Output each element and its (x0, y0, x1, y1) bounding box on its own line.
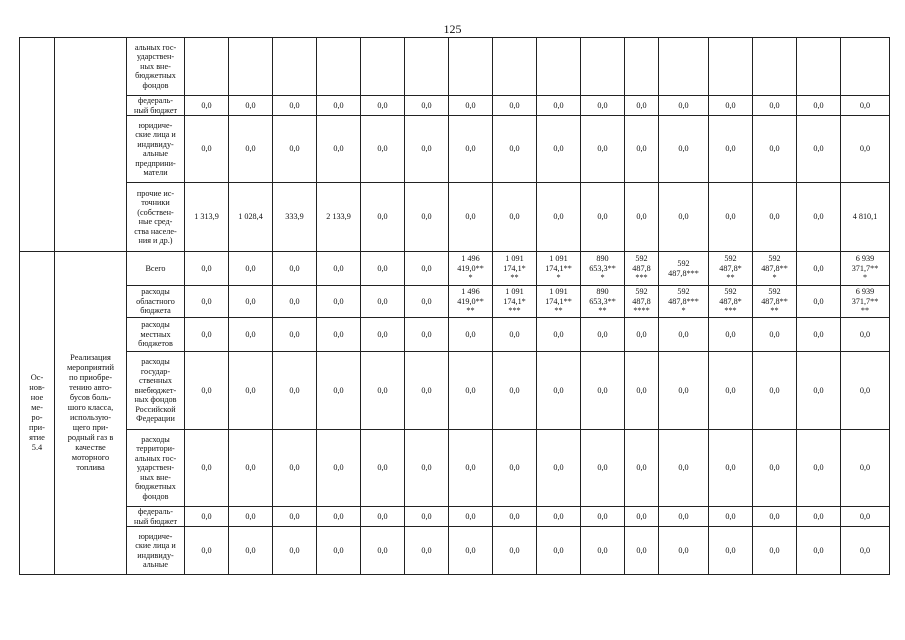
amount-cell: 0,0 (709, 430, 753, 507)
amount-cell: 0,0 (709, 116, 753, 183)
amount-cell: 0,0 (361, 507, 405, 527)
table-row (20, 252, 890, 286)
amount-cell: 0,0 (229, 252, 273, 286)
amount-cell: 0,0 (449, 96, 493, 116)
amount-cell: 0,0 (581, 352, 625, 430)
amount-cell: 0,0 (625, 352, 659, 430)
amount-cell: 0,0 (273, 352, 317, 430)
funding-source-cell: расходы областного бюджета (127, 286, 185, 318)
amount-cell: 0,0 (753, 527, 797, 575)
amount-cell (317, 38, 361, 96)
amount-cell: 0,0 (449, 507, 493, 527)
amount-cell: 0,0 (229, 507, 273, 527)
table-row (20, 183, 890, 252)
amount-cell: 4 810,1 (841, 183, 890, 252)
amount-cell: 0,0 (659, 527, 709, 575)
amount-cell (273, 38, 317, 96)
amount-cell: 0,0 (229, 116, 273, 183)
amount-cell: 0,0 (273, 286, 317, 318)
amount-cell (659, 38, 709, 96)
amount-cell: 0,0 (537, 116, 581, 183)
amount-cell: 592 487,8** ** (753, 286, 797, 318)
amount-cell: 0,0 (753, 507, 797, 527)
amount-cell: 0,0 (659, 430, 709, 507)
amount-cell: 6 939 371,7** ** (841, 286, 890, 318)
measure-title-cell (55, 38, 127, 252)
amount-cell: 0,0 (405, 318, 449, 352)
amount-cell: 0,0 (493, 116, 537, 183)
amount-cell: 0,0 (753, 430, 797, 507)
amount-cell: 0,0 (405, 430, 449, 507)
table-row (20, 507, 890, 527)
amount-cell: 0,0 (361, 116, 405, 183)
amount-cell: 0,0 (405, 116, 449, 183)
amount-cell: 0,0 (449, 352, 493, 430)
amount-cell: 0,0 (709, 352, 753, 430)
amount-cell: 0,0 (537, 352, 581, 430)
amount-cell: 0,0 (753, 352, 797, 430)
amount-cell: 0,0 (797, 183, 841, 252)
amount-cell: 0,0 (361, 352, 405, 430)
amount-cell: 592 487,8 **** (625, 286, 659, 318)
amount-cell: 0,0 (317, 318, 361, 352)
amount-cell: 0,0 (709, 507, 753, 527)
amount-cell: 0,0 (273, 96, 317, 116)
amount-cell: 0,0 (709, 318, 753, 352)
amount-cell (841, 38, 890, 96)
amount-cell: 0,0 (405, 183, 449, 252)
amount-cell: 0,0 (581, 183, 625, 252)
amount-cell: 0,0 (537, 430, 581, 507)
table-row (20, 527, 890, 575)
amount-cell: 0,0 (317, 252, 361, 286)
amount-cell: 0,0 (405, 507, 449, 527)
amount-cell: 0,0 (493, 96, 537, 116)
amount-cell: 1 091 174,1* *** (493, 286, 537, 318)
amount-cell: 0,0 (537, 318, 581, 352)
funding-source-cell: расходы государ- ственных внебюджет- ных фондов Российской Федерации (127, 352, 185, 430)
amount-cell: 0,0 (537, 96, 581, 116)
amount-cell: 0,0 (841, 507, 890, 527)
amount-cell: 0,0 (625, 318, 659, 352)
amount-cell: 0,0 (273, 252, 317, 286)
amount-cell: 1 091 174,1** * (537, 252, 581, 286)
amount-cell: 592 487,8*** (659, 252, 709, 286)
amount-cell: 0,0 (537, 183, 581, 252)
amount-cell: 0,0 (273, 430, 317, 507)
amount-cell: 0,0 (581, 527, 625, 575)
amount-cell: 0,0 (361, 527, 405, 575)
amount-cell: 0,0 (317, 96, 361, 116)
amount-cell: 592 487,8* ** (709, 252, 753, 286)
measure-title-cell: Реализация мероприятий по приобре- тению авто- бусов боль- шого класса, использую- щего при- родный газ в качестве моторного топлива (55, 252, 127, 575)
amount-cell: 333,9 (273, 183, 317, 252)
amount-cell: 0,0 (753, 183, 797, 252)
amount-cell: 0,0 (797, 286, 841, 318)
amount-cell: 0,0 (797, 116, 841, 183)
table-row (20, 318, 890, 352)
amount-cell: 0,0 (659, 183, 709, 252)
amount-cell: 0,0 (753, 318, 797, 352)
budget-table (19, 37, 890, 575)
amount-cell: 2 133,9 (317, 183, 361, 252)
amount-cell: 0,0 (581, 96, 625, 116)
amount-cell: 0,0 (317, 430, 361, 507)
funding-source-cell: федераль- ный бюджет (127, 96, 185, 116)
amount-cell: 0,0 (185, 507, 229, 527)
amount-cell: 0,0 (625, 430, 659, 507)
amount-cell: 0,0 (361, 96, 405, 116)
amount-cell (537, 38, 581, 96)
amount-cell: 0,0 (753, 116, 797, 183)
funding-source-cell: расходы территори- альных гос- ударствен- ных вне- бюджетных фондов (127, 430, 185, 507)
amount-cell: 6 939 371,7** * (841, 252, 890, 286)
amount-cell: 0,0 (537, 527, 581, 575)
measure-label-cell (20, 38, 55, 252)
amount-cell: 592 487,8 *** (625, 252, 659, 286)
amount-cell: 0,0 (273, 318, 317, 352)
amount-cell: 0,0 (493, 183, 537, 252)
amount-cell: 0,0 (449, 116, 493, 183)
amount-cell: 0,0 (841, 116, 890, 183)
amount-cell: 0,0 (405, 96, 449, 116)
amount-cell (361, 38, 405, 96)
funding-source-cell: прочие ис- точники (собствен- ные сред- ства населе- ния и др.) (127, 183, 185, 252)
amount-cell (625, 38, 659, 96)
amount-cell: 0,0 (709, 96, 753, 116)
amount-cell: 0,0 (185, 527, 229, 575)
funding-source-cell: федераль- ный бюджет (127, 507, 185, 527)
amount-cell: 0,0 (361, 318, 405, 352)
amount-cell: 0,0 (493, 507, 537, 527)
amount-cell: 0,0 (659, 507, 709, 527)
amount-cell: 0,0 (841, 96, 890, 116)
amount-cell: 0,0 (581, 116, 625, 183)
amount-cell: 0,0 (625, 96, 659, 116)
amount-cell: 0,0 (229, 527, 273, 575)
amount-cell: 0,0 (659, 96, 709, 116)
amount-cell: 0,0 (797, 430, 841, 507)
amount-cell: 0,0 (841, 527, 890, 575)
funding-source-cell: юридиче- ские лица и индивиду- альные (127, 527, 185, 575)
amount-cell: 0,0 (449, 430, 493, 507)
amount-cell (185, 38, 229, 96)
amount-cell: 0,0 (625, 507, 659, 527)
amount-cell: 1 091 174,1* ** (493, 252, 537, 286)
amount-cell: 0,0 (229, 96, 273, 116)
amount-cell: 0,0 (317, 286, 361, 318)
amount-cell: 0,0 (625, 183, 659, 252)
amount-cell: 0,0 (797, 352, 841, 430)
amount-cell: 0,0 (625, 527, 659, 575)
funding-source-cell: альных гос- ударствен- ных вне- бюджетных фондов (127, 38, 185, 96)
amount-cell: 0,0 (317, 507, 361, 527)
amount-cell: 0,0 (493, 430, 537, 507)
amount-cell (229, 38, 273, 96)
amount-cell: 592 487,8* *** (709, 286, 753, 318)
amount-cell: 0,0 (581, 507, 625, 527)
amount-cell: 1 313,9 (185, 183, 229, 252)
amount-cell: 0,0 (581, 430, 625, 507)
amount-cell: 890 653,3** ** (581, 286, 625, 318)
amount-cell (709, 38, 753, 96)
page-number: 125 (443, 22, 462, 36)
table-row (20, 96, 890, 116)
amount-cell: 0,0 (185, 252, 229, 286)
amount-cell: 0,0 (361, 252, 405, 286)
amount-cell: 0,0 (229, 318, 273, 352)
amount-cell: 0,0 (317, 527, 361, 575)
amount-cell: 0,0 (229, 430, 273, 507)
table-row (20, 352, 890, 430)
amount-cell (753, 38, 797, 96)
amount-cell: 0,0 (493, 318, 537, 352)
amount-cell: 0,0 (659, 318, 709, 352)
amount-cell: 0,0 (659, 116, 709, 183)
table-row (20, 38, 890, 96)
amount-cell: 1 496 419,0** * (449, 252, 493, 286)
amount-cell: 0,0 (317, 352, 361, 430)
amount-cell (449, 38, 493, 96)
amount-cell: 0,0 (581, 318, 625, 352)
amount-cell: 0,0 (449, 527, 493, 575)
amount-cell: 0,0 (797, 527, 841, 575)
amount-cell: 890 653,3** * (581, 252, 625, 286)
amount-cell: 0,0 (493, 527, 537, 575)
amount-cell (405, 38, 449, 96)
amount-cell: 0,0 (841, 318, 890, 352)
amount-cell: 0,0 (659, 352, 709, 430)
amount-cell (797, 38, 841, 96)
amount-cell: 0,0 (185, 352, 229, 430)
amount-cell: 0,0 (185, 318, 229, 352)
amount-cell: 0,0 (841, 430, 890, 507)
amount-cell: 0,0 (273, 116, 317, 183)
amount-cell (493, 38, 537, 96)
amount-cell: 0,0 (361, 430, 405, 507)
amount-cell: 0,0 (185, 96, 229, 116)
amount-cell: 0,0 (797, 252, 841, 286)
amount-cell: 0,0 (361, 286, 405, 318)
amount-cell: 0,0 (229, 352, 273, 430)
amount-cell: 0,0 (449, 318, 493, 352)
table-row (20, 430, 890, 507)
amount-cell: 0,0 (317, 116, 361, 183)
amount-cell: 0,0 (709, 527, 753, 575)
amount-cell (581, 38, 625, 96)
amount-cell: 1 028,4 (229, 183, 273, 252)
amount-cell: 0,0 (185, 286, 229, 318)
amount-cell: 0,0 (229, 286, 273, 318)
amount-cell: 0,0 (797, 96, 841, 116)
funding-source-cell: расходы местных бюджетов (127, 318, 185, 352)
amount-cell: 0,0 (493, 352, 537, 430)
amount-cell: 592 487,8*** * (659, 286, 709, 318)
amount-cell: 0,0 (797, 507, 841, 527)
funding-source-cell: Всего (127, 252, 185, 286)
table-row (20, 286, 890, 318)
amount-cell: 0,0 (709, 183, 753, 252)
amount-cell: 1 496 419,0** ** (449, 286, 493, 318)
amount-cell: 0,0 (273, 527, 317, 575)
amount-cell: 0,0 (449, 183, 493, 252)
amount-cell: 0,0 (405, 352, 449, 430)
amount-cell: 0,0 (361, 183, 405, 252)
amount-cell: 0,0 (273, 507, 317, 527)
amount-cell: 0,0 (405, 252, 449, 286)
amount-cell: 592 487,8** * (753, 252, 797, 286)
amount-cell: 0,0 (753, 96, 797, 116)
amount-cell: 1 091 174,1** ** (537, 286, 581, 318)
amount-cell: 0,0 (841, 352, 890, 430)
amount-cell: 0,0 (405, 286, 449, 318)
amount-cell: 0,0 (625, 116, 659, 183)
amount-cell: 0,0 (537, 507, 581, 527)
amount-cell: 0,0 (185, 116, 229, 183)
measure-label-cell: Ос- нов- ное ме- ро- при- ятие 5.4 (20, 252, 55, 575)
amount-cell: 0,0 (185, 430, 229, 507)
amount-cell: 0,0 (797, 318, 841, 352)
funding-source-cell: юридиче- ские лица и индивиду- альные предприни- матели (127, 116, 185, 183)
amount-cell: 0,0 (405, 527, 449, 575)
table-row (20, 116, 890, 183)
